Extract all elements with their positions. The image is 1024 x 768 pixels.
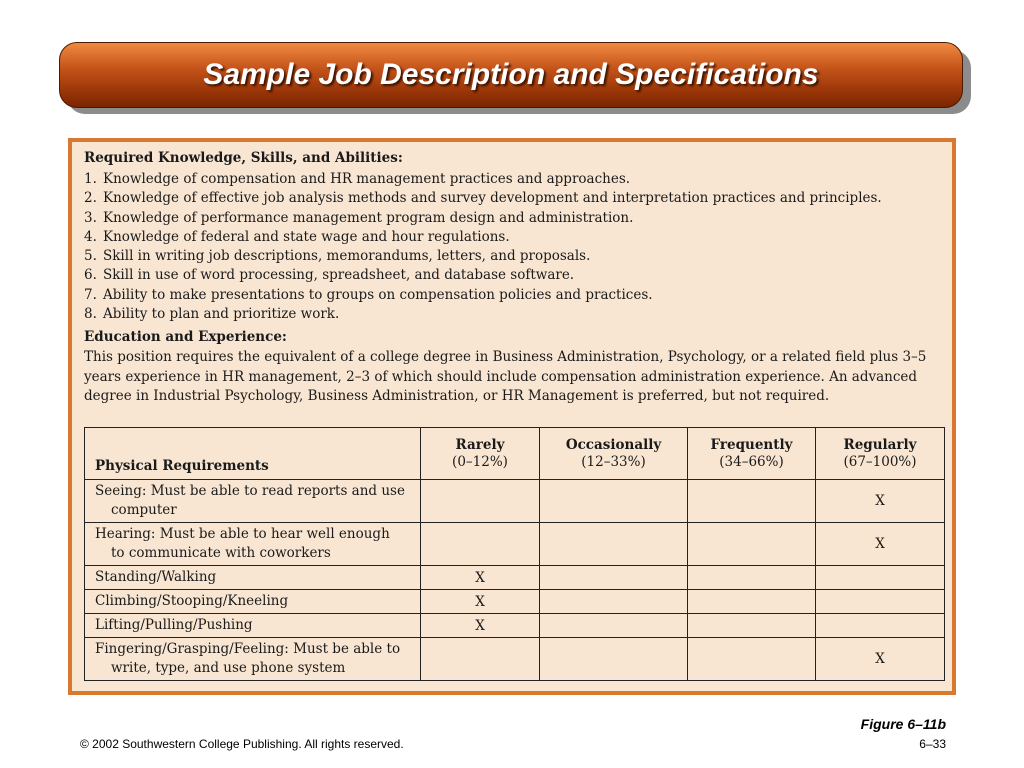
requirement-cell: Seeing: Must be able to read reports and use computer: [85, 480, 421, 523]
list-item: 5. Skill in writing job descriptions, memorandums, letters, and proposals.: [84, 248, 591, 265]
frequently-cell: [688, 614, 816, 638]
rarely-cell: [421, 480, 540, 523]
frequently-cell: [688, 566, 816, 590]
list-item: 1. Knowledge of compensation and HR management practices and approaches.: [84, 171, 631, 187]
physical-requirements-table: [84, 427, 945, 681]
job-spec-figure: [68, 138, 956, 695]
slide-title: Sample Job Description and Specifications: [203, 58, 819, 91]
header-frequently: Frequently (34–66%): [688, 428, 816, 480]
table-row: [85, 638, 945, 681]
occasionally-cell: [540, 590, 688, 614]
occasionally-cell: [540, 523, 688, 566]
requirement-cell: Standing/Walking: [85, 566, 421, 590]
figure-caption: Figure 6–11b: [860, 716, 946, 732]
rarely-cell: X: [421, 590, 540, 614]
list-item: 8. Ability to plan and prioritize work.: [84, 306, 340, 323]
header-rarely: Rarely (0–12%): [421, 428, 540, 480]
table-header-row: [85, 428, 945, 480]
regularly-cell: X: [816, 638, 945, 681]
table-row: [85, 523, 945, 566]
table-row: [85, 566, 945, 590]
rarely-cell: X: [421, 566, 540, 590]
table-row: [85, 590, 945, 614]
occasionally-cell: [540, 480, 688, 523]
regularly-cell: X: [816, 523, 945, 566]
list-item: 6. Skill in use of word processing, spreadsheet, and database software.: [84, 267, 575, 284]
list-item: 7. Ability to make presentations to groups on compensation policies and practices.: [84, 286, 653, 303]
regularly-cell: [816, 614, 945, 638]
regularly-cell: [816, 590, 945, 614]
regularly-cell: [816, 566, 945, 590]
copyright-notice: © 2002 Southwestern College Publishing. All rights reserved.: [80, 737, 404, 751]
header-physical-requirements: Physical Requirements: [85, 428, 421, 480]
education-text: This position requires the equivalent of a college degree in Business Administration, Psychology, or a related field plus 3–5 years experience in HR management, 2–3 of which should include compensation administration experience. An advanced degree in Industrial Psychology, Business Administration, or HR Management is preferred, but not required.: [84, 349, 927, 404]
header-regularly: Regularly (67–100%): [816, 428, 945, 480]
frequently-cell: [688, 590, 816, 614]
occasionally-cell: [540, 566, 688, 590]
title-bar: [59, 42, 963, 108]
requirement-cell: Lifting/Pulling/Pushing: [85, 614, 421, 638]
page-number: 6–33: [919, 737, 946, 751]
header-occasionally: Occasionally (12–33%): [540, 428, 688, 480]
list-item: 4. Knowledge of federal and state wage and hour regulations.: [84, 228, 510, 245]
frequently-cell: [688, 480, 816, 523]
frequently-cell: [688, 638, 816, 681]
occasionally-cell: [540, 638, 688, 681]
frequently-cell: [688, 523, 816, 566]
rarely-cell: [421, 523, 540, 566]
requirement-cell: Climbing/Stooping/Kneeling: [85, 590, 421, 614]
knowledge-heading: Required Knowledge, Skills, and Abilities:: [84, 150, 403, 166]
requirement-cell: Fingering/Grasping/Feeling: Must be able to write, type, and use phone system: [85, 638, 421, 681]
rarely-cell: [421, 638, 540, 681]
table-row: [85, 480, 945, 523]
knowledge-list: [84, 170, 882, 324]
table-row: [85, 614, 945, 638]
education-heading: Education and Experience:: [84, 329, 287, 345]
rarely-cell: X: [421, 614, 540, 638]
regularly-cell: X: [816, 480, 945, 523]
list-item: 2. Knowledge of effective job analysis methods and survey development and interpretation practices and principles.: [84, 190, 882, 207]
list-item: 3. Knowledge of performance management program design and administration.: [84, 209, 634, 226]
requirement-cell: Hearing: Must be able to hear well enough to communicate with coworkers: [85, 523, 421, 566]
occasionally-cell: [540, 614, 688, 638]
